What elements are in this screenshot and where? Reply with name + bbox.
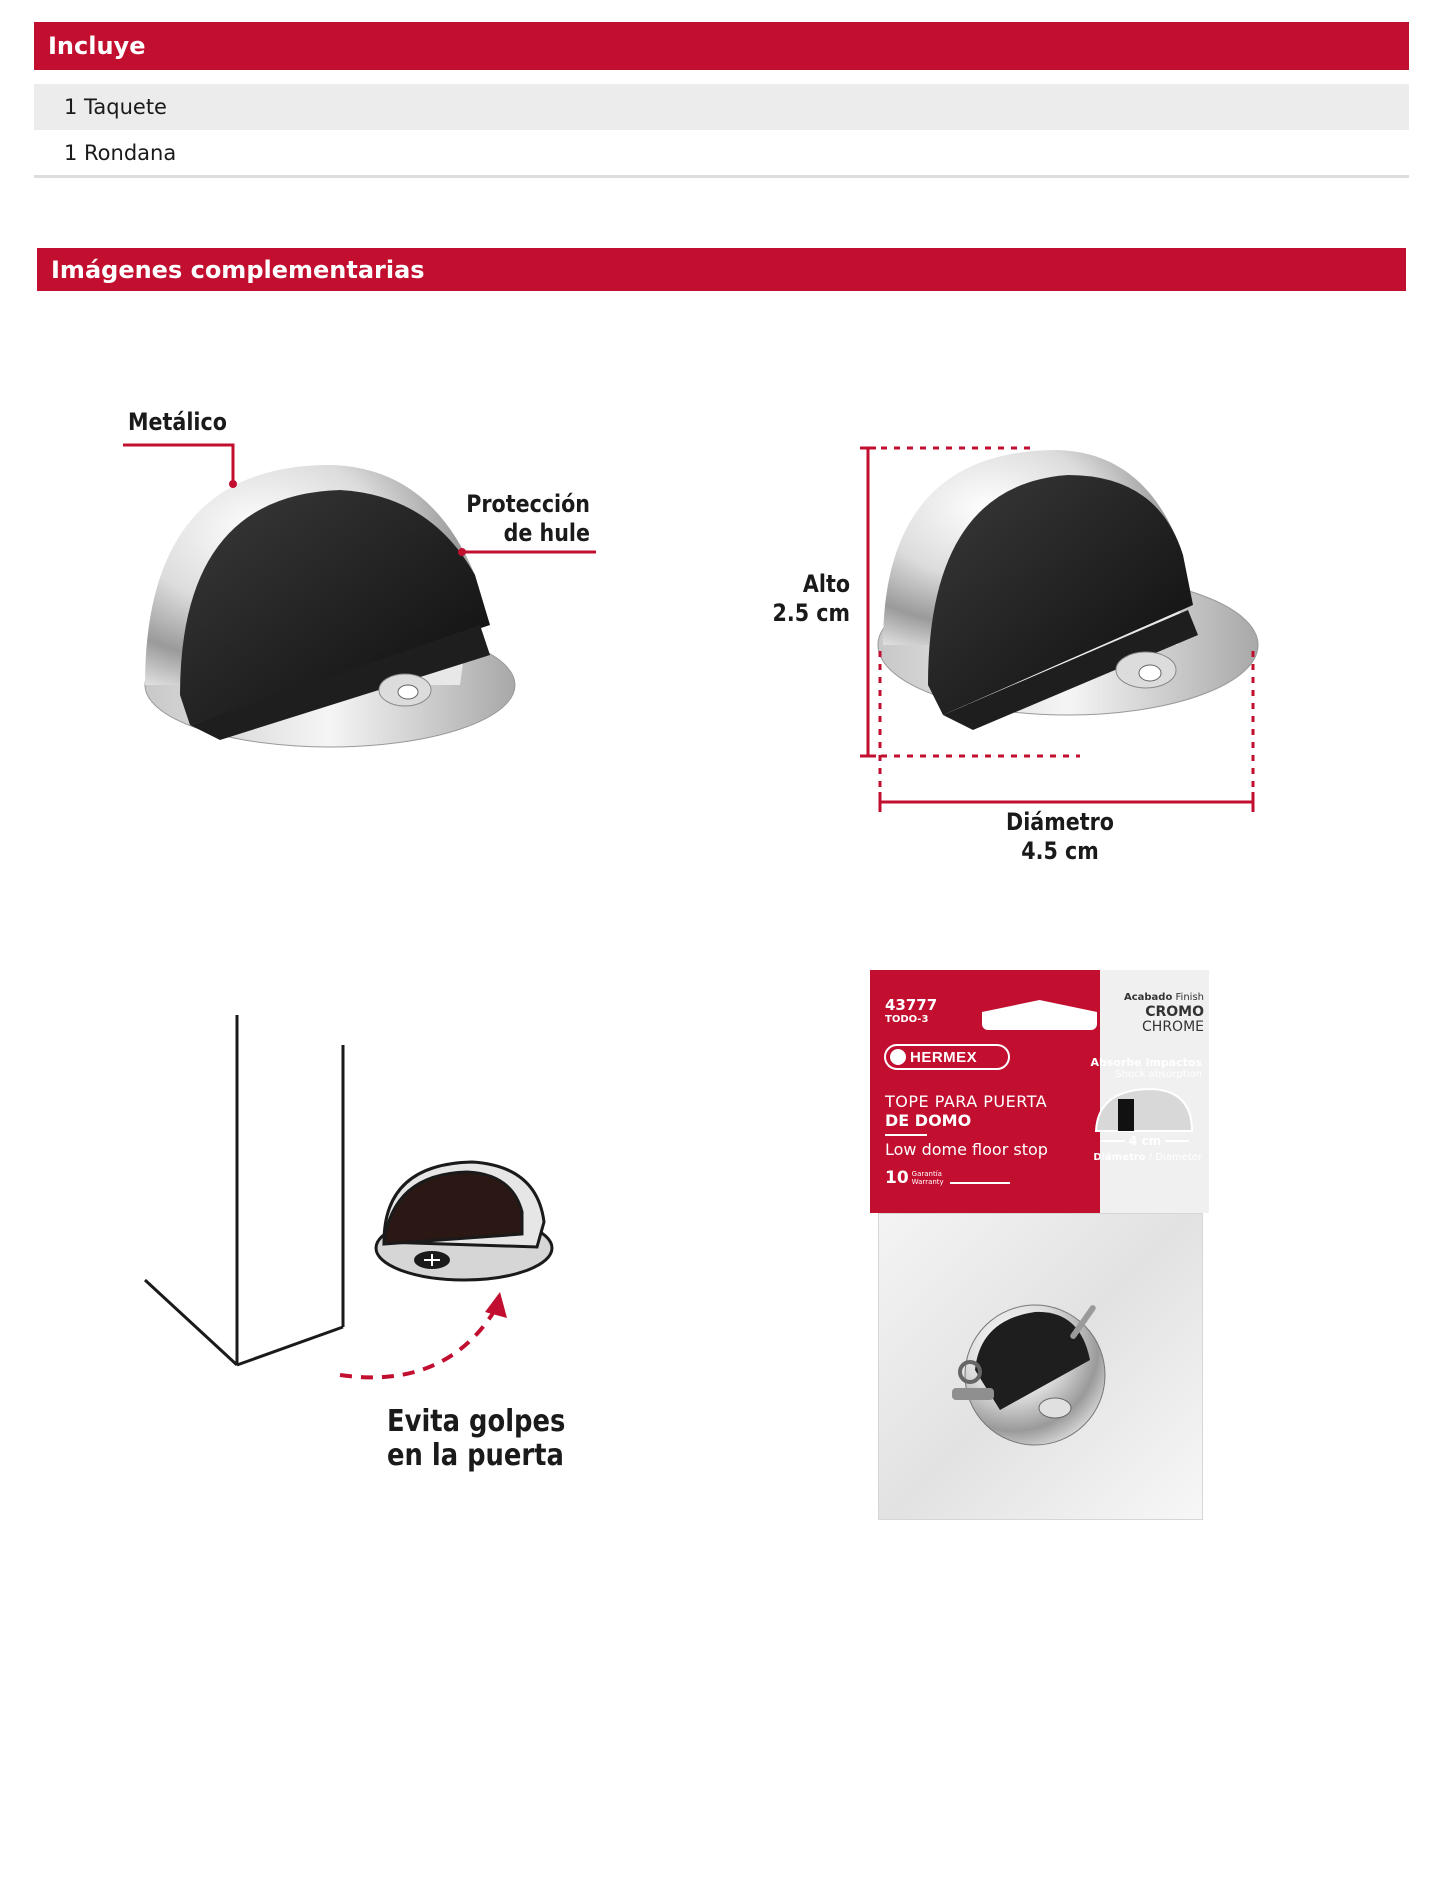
dimension-lines	[860, 446, 1260, 816]
package-name-underline	[885, 1134, 927, 1136]
package-name-en: Low dome floor stop	[885, 1140, 1048, 1159]
list-item	[34, 130, 1409, 176]
includes-title: Incluye	[48, 32, 146, 60]
callout-rubber: Protección de hule	[466, 490, 590, 547]
door-stop-icon	[372, 1152, 557, 1282]
list-item-text: 1 Rondana	[64, 141, 177, 165]
list-item	[34, 84, 1409, 130]
curved-arrow-icon	[335, 1290, 515, 1390]
divider	[34, 175, 1409, 178]
package-finish: Acabado Finish CROMO CHROME	[1123, 992, 1204, 1035]
callout-metallic: Metálico	[128, 408, 227, 436]
package-feature-en: Shock absorption	[1115, 1069, 1202, 1080]
list-item-text: 1 Taquete	[64, 95, 167, 119]
brand-logo: HERMEX	[884, 1044, 1010, 1070]
callout-benefit: Evita golpes en la puerta	[387, 1404, 566, 1473]
gallery-title: Imágenes complementarias	[51, 255, 425, 284]
door-corner-illustration	[140, 1015, 360, 1370]
callout-diameter: Diámetro 4.5 cm	[1006, 808, 1114, 865]
package-model: TODO-3	[885, 1014, 929, 1025]
callout-line-rubber	[458, 548, 598, 558]
package-feature-es: Absorbe impactos	[1090, 1056, 1202, 1069]
callout-height: Alto 2.5 cm	[772, 570, 850, 627]
package-size-label: Diámetro / Diameter	[1093, 1152, 1202, 1163]
package-size: 4 cm	[1088, 1134, 1202, 1148]
keyhole-icon	[890, 1049, 906, 1065]
dome-profile-icon	[1092, 1085, 1196, 1135]
package-name-line1: TOPE PARA PUERTA	[885, 1092, 1048, 1111]
package-name-line2: DE DOMO	[885, 1111, 972, 1130]
gallery-header	[37, 248, 1406, 291]
warranty: 10 Garantía Warranty	[885, 1168, 1010, 1188]
callout-line-metallic	[123, 444, 238, 488]
includes-header	[34, 22, 1409, 70]
retail-package	[870, 970, 1209, 1518]
packaged-door-stop	[940, 1290, 1140, 1460]
package-code: 43777	[885, 996, 938, 1014]
